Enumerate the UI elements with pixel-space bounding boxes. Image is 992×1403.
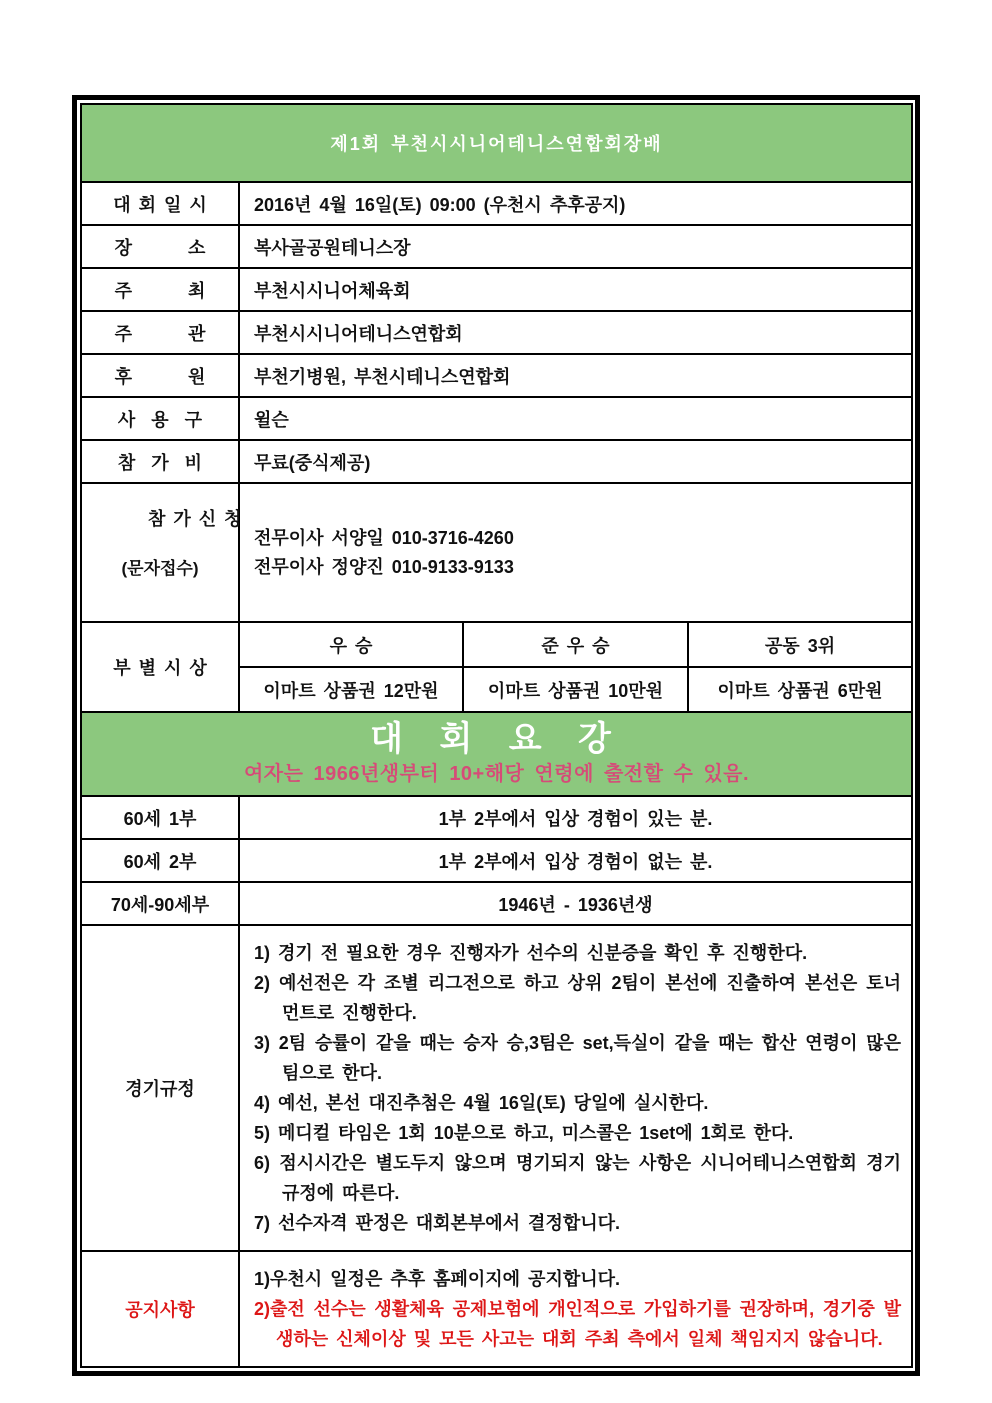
application-label-line1: 참 가 신 청 (148, 509, 242, 529)
row-label-fee: 참 가 비 (81, 440, 239, 483)
tournament-table (80, 103, 913, 1368)
row-label-ball: 사 용 구 (81, 397, 239, 440)
award-prize-runnerup: 이마트 상품권 10만원 (463, 667, 688, 712)
row-value-ball: 윌슨 (239, 397, 912, 440)
rule-item-5: 5) 메디컬 타임은 1회 10분으로 하고, 미스콜은 1set에 1회로 한다. (254, 1123, 794, 1143)
row-value-fee: 무료(중식제공) (239, 440, 912, 483)
division-label-60-2: 60세 2부 (81, 839, 239, 882)
row-label-sponsor: 후 원 (81, 354, 239, 397)
notices-cell (239, 1251, 912, 1367)
division-label-60-1: 60세 1부 (81, 796, 239, 839)
rule-item-2: 2) 예선전은 각 조별 리그전으로 하고 상위 2팀이 본선에 진출하여 본선은 토너먼트로 진행한다. (254, 973, 902, 1023)
row-label-application (81, 483, 242, 622)
application-label-line2: (문자접수) (121, 559, 199, 578)
row-label-date: 대 회 일 시 (81, 182, 239, 225)
application-contact-1: 전무이사 서양일 010-3716-4260 (254, 527, 514, 548)
document-title: 제1회 부천시시니어테니스연합회장배 (81, 104, 912, 182)
row-label-organizer: 주 관 (81, 311, 239, 354)
row-value-application (239, 483, 912, 622)
division-label-70-90: 70세-90세부 (81, 882, 239, 925)
row-value-sponsor: 부천기병원, 부천시테니스연합회 (239, 354, 912, 397)
document-page (72, 95, 920, 1376)
row-value-date: 2016년 4월 16일(토) 09:00 (우천시 추후공지) (239, 182, 912, 225)
row-label-awards: 부 별 시 상 (81, 622, 239, 712)
division-value-70-90: 1946년 - 1936년생 (239, 882, 912, 925)
outline-subtitle: 여자는 1966년생부터 10+해당 연령에 출전할 수 있음. (243, 763, 750, 785)
application-contact-2: 전무이사 정양진 010-9133-9133 (254, 556, 514, 577)
row-value-organizer: 부천시시니어테니스연합회 (239, 311, 912, 354)
award-prize-winner: 이마트 상품권 12만원 (239, 667, 463, 712)
notice-item-1: 1)우천시 일정은 추후 홈페이지에 공지합니다. (254, 1269, 620, 1289)
division-value-60-1: 1부 2부에서 입상 경험이 있는 분. (239, 796, 912, 839)
row-label-host: 주 최 (81, 268, 239, 311)
award-header-third: 공동 3위 (688, 622, 912, 667)
row-value-host: 부천시시니어체육회 (239, 268, 912, 311)
rule-item-1: 1) 경기 전 필요한 경우 진행자가 선수의 신분증을 확인 후 진행한다. (254, 943, 808, 963)
notices-label: 공지사항 (81, 1251, 239, 1367)
rule-item-3: 3) 2팀 승률이 같을 때는 승자 승,3팀은 set,득실이 같을 때는 합산 연령이 많은 팀으로 한다. (254, 1033, 902, 1083)
division-value-60-2: 1부 2부에서 입상 경험이 없는 분. (239, 839, 912, 882)
award-prize-third: 이마트 상품권 6만원 (688, 667, 912, 712)
outline-title: 대 회 요 강 (370, 720, 623, 758)
award-header-runnerup: 준 우 승 (463, 622, 688, 667)
award-header-winner: 우 승 (239, 622, 463, 667)
notice-item-2: 2)출전 선수는 생활체육 공제보험에 개인적으로 가입하기를 권장하며, 경기중 발생하는 신체이상 및 모든 사고는 대회 주최 측에서 일체 책임지지 않습니다. (254, 1299, 902, 1349)
rule-item-6: 6) 점시시간은 별도두지 않으며 명기되지 않는 사항은 시니어테니스연합회 경기규정에 따른다. (254, 1153, 902, 1203)
rule-item-7: 7) 선수자격 판정은 대회본부에서 결정합니다. (254, 1213, 620, 1233)
row-value-venue: 복사골공원테니스장 (239, 225, 912, 268)
rule-item-4: 4) 예선, 본선 대진추첨은 4월 16일(토) 당일에 실시한다. (254, 1093, 709, 1113)
row-label-venue: 장 소 (81, 225, 239, 268)
rules-label: 경기규정 (81, 925, 239, 1251)
rules-cell (239, 925, 912, 1251)
outline-band (81, 712, 912, 796)
